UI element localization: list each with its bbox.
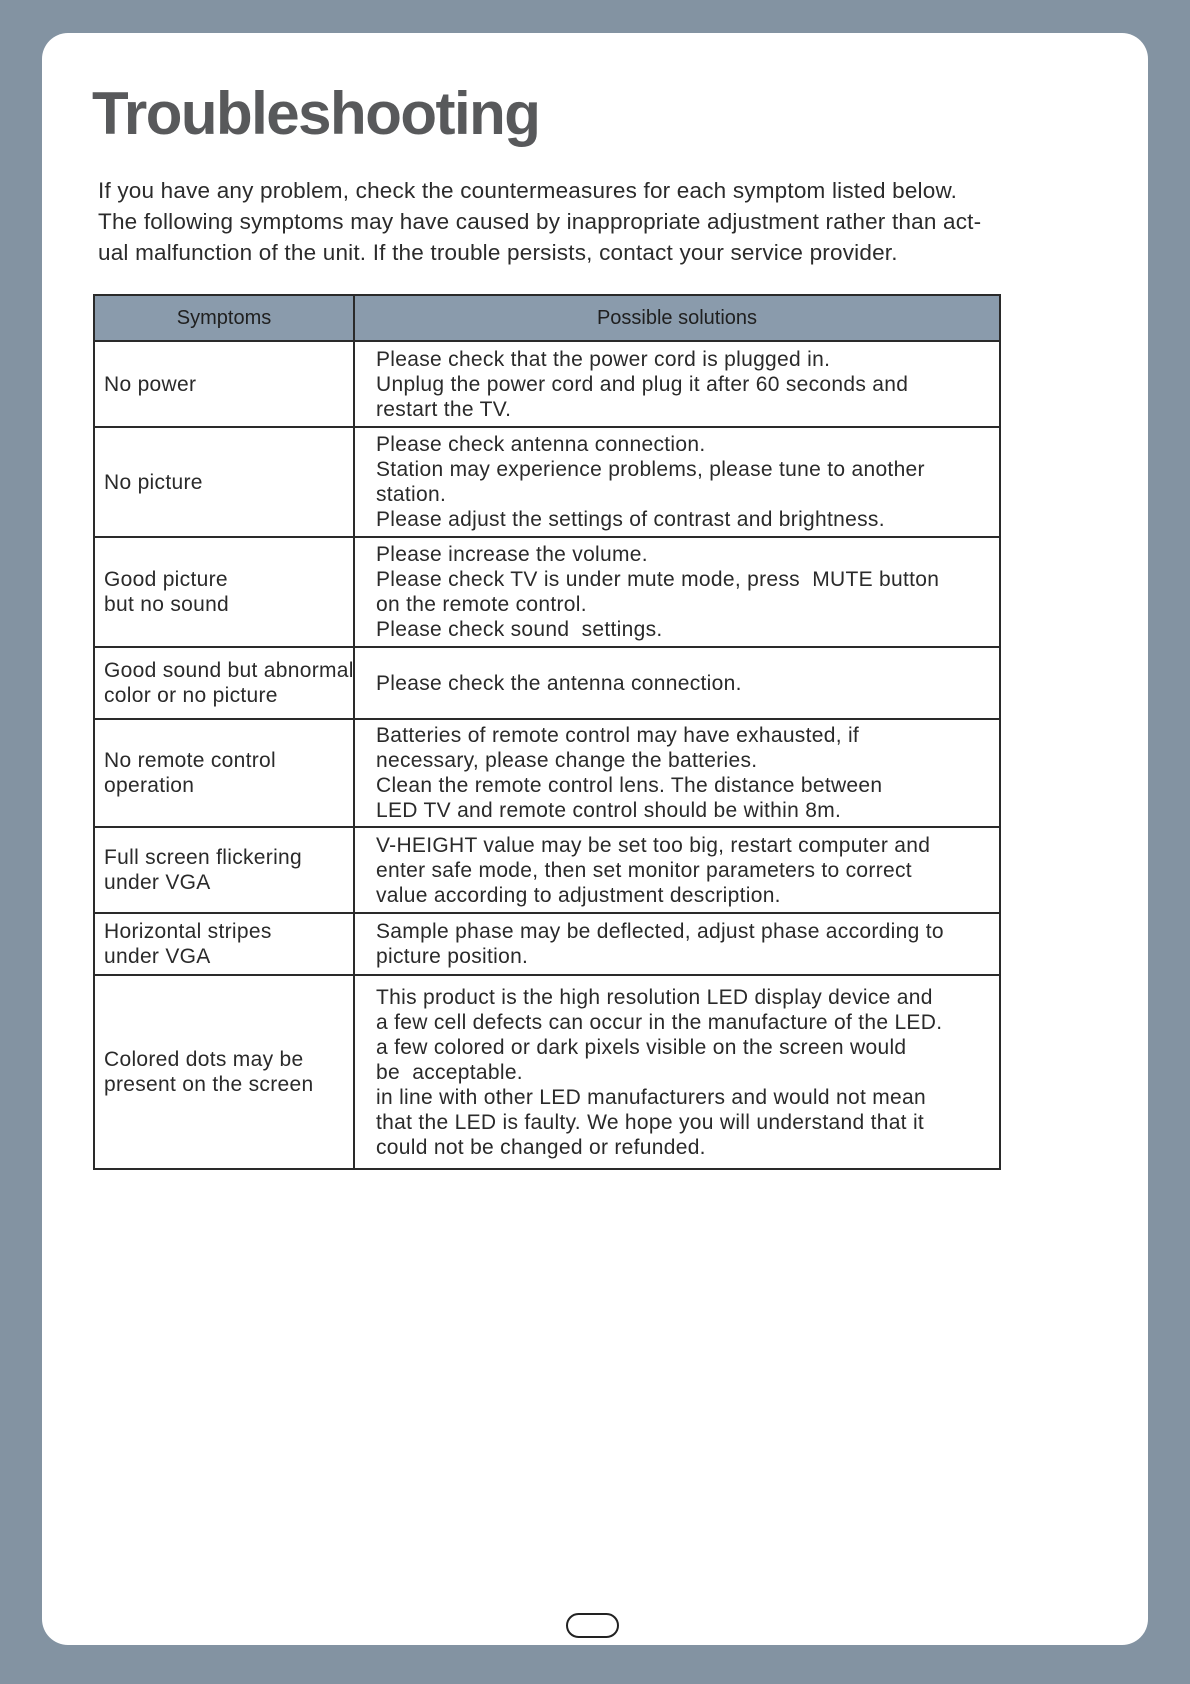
solution-line: be acceptable.: [376, 1060, 523, 1084]
symptom-cell: [94, 827, 354, 913]
solution-cell: [354, 827, 1000, 913]
solution-line: This product is the high resolution LED display device and: [376, 985, 933, 1009]
solution-line: picture position.: [376, 945, 529, 968]
table-row: [94, 341, 1000, 427]
intro-line: If you have any problem, check the countermeasures for each symptom listed below.: [98, 178, 958, 203]
solution-line: Please check TV is under mute mode, press MUTE button: [376, 568, 940, 591]
symptom-cell: [94, 427, 354, 537]
troubleshooting-table: [93, 294, 1001, 1170]
table-row: [94, 427, 1000, 537]
solution-line: enter safe mode, then set monitor parameters to correct: [376, 858, 912, 882]
table-row: [94, 975, 1000, 1169]
symptom-line: Full screen flickering: [104, 846, 302, 869]
symptom-cell: [94, 975, 354, 1169]
solution-line: Please adjust the settings of contrast and brightness.: [376, 508, 885, 531]
table-row: [94, 913, 1000, 975]
solution-line: Please check the antenna connection.: [376, 671, 742, 695]
symptom-line: but no sound: [104, 593, 230, 616]
symptom-line: color or no picture: [104, 684, 278, 707]
symptom-line: operation: [104, 774, 195, 797]
solution-cell: [354, 913, 1000, 975]
page-title: Troubleshooting: [92, 80, 540, 147]
solution-line: Please check that the power cord is plugged in.: [376, 347, 831, 371]
symptom-line: Horizontal stripes: [104, 920, 272, 943]
intro-line: The following symptoms may have caused by inappropriate adjustment rather than act-: [98, 209, 982, 234]
solution-line: Please check antenna connection.: [376, 433, 706, 456]
solution-line: Station may experience problems, please tune to another: [376, 458, 925, 481]
symptom-line: No power: [104, 372, 197, 396]
symptom-cell: [94, 719, 354, 827]
symptom-line: No picture: [104, 470, 203, 494]
symptom-cell: [94, 341, 354, 427]
solution-line: could not be changed or refunded.: [376, 1135, 706, 1159]
solution-line: Clean the remote control lens. The distance between: [376, 774, 883, 797]
solution-cell: [354, 975, 1000, 1169]
solution-cell: [354, 647, 1000, 719]
solution-line: Batteries of remote control may have exhausted, if: [376, 724, 860, 747]
symptom-line: No remote control: [104, 749, 277, 772]
symptom-line: Good picture: [104, 568, 228, 591]
intro-paragraph: [98, 175, 1018, 268]
symptom-cell: [94, 913, 354, 975]
intro-line: ual malfunction of the unit. If the trouble persists, contact your service provider.: [98, 240, 898, 265]
table-header-row: [94, 295, 1000, 341]
solution-line: restart the TV.: [376, 397, 512, 421]
solution-cell: [354, 341, 1000, 427]
solution-line: value according to adjustment description.: [376, 883, 781, 907]
solution-line: station.: [376, 483, 447, 506]
solution-line: V-HEIGHT value may be set too big, restart computer and: [376, 833, 931, 857]
symptoms-column-header: Symptoms: [94, 295, 354, 341]
solution-line: a few cell defects can occur in the manufacture of the LED.: [376, 1010, 943, 1034]
table-row: [94, 719, 1000, 827]
solution-line: that the LED is faulty. We hope you will understand that it: [376, 1110, 925, 1134]
solution-line: Unplug the power cord and plug it after 60 seconds and: [376, 372, 909, 396]
solutions-column-header: Possible solutions: [354, 295, 1000, 341]
solution-line: Please increase the volume.: [376, 543, 648, 566]
symptom-cell: [94, 647, 354, 719]
solution-line: in line with other LED manufacturers and would not mean: [376, 1085, 926, 1109]
solution-cell: [354, 427, 1000, 537]
symptom-line: present on the screen: [104, 1073, 314, 1096]
symptom-line: Colored dots may be: [104, 1048, 304, 1071]
solution-line: on the remote control.: [376, 593, 587, 616]
solution-line: necessary, please change the batteries.: [376, 749, 758, 772]
solution-cell: [354, 719, 1000, 827]
page-number-badge: [566, 1613, 619, 1638]
symptom-cell: [94, 537, 354, 647]
solution-line: Sample phase may be deflected, adjust phase according to: [376, 920, 944, 943]
solution-line: a few colored or dark pixels visible on the screen would: [376, 1035, 907, 1059]
table-row: [94, 827, 1000, 913]
solution-line: Please check sound settings.: [376, 618, 663, 641]
solution-line: LED TV and remote control should be within 8m.: [376, 799, 842, 822]
solution-cell: [354, 537, 1000, 647]
table-row: [94, 537, 1000, 647]
symptom-line: Good sound but abnormal: [104, 659, 354, 682]
table-row: [94, 647, 1000, 719]
symptom-line: under VGA: [104, 945, 211, 968]
symptom-line: under VGA: [104, 871, 211, 894]
